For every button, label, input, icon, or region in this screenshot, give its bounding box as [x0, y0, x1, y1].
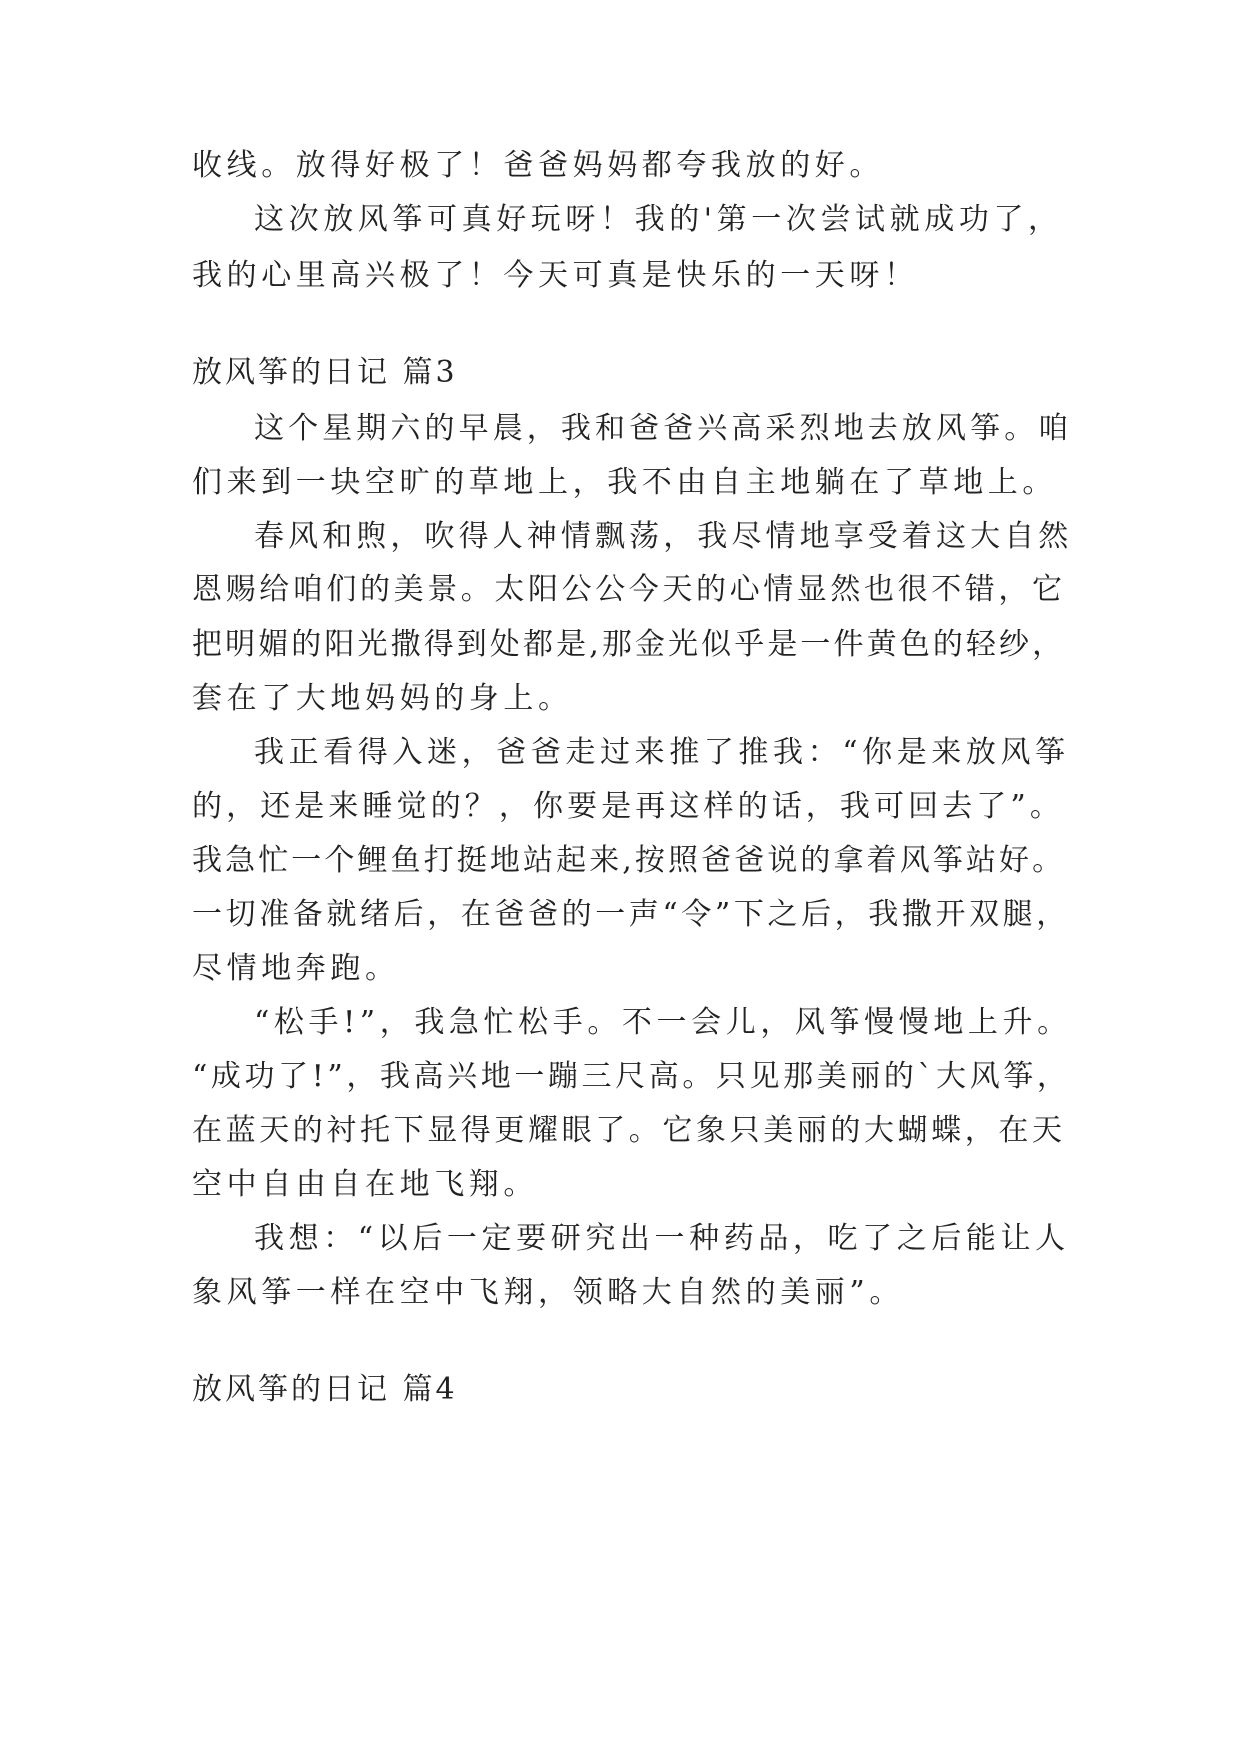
paragraph-line: 我想：“以后一定要研究出一种药品，吃了之后能让人	[254, 1221, 1070, 1256]
paragraph-line: “成功了!”，我高兴地一蹦三尺高。只见那美丽的`大风筝，	[192, 1059, 1071, 1094]
section-heading: 放风筝的日记 篇3	[192, 355, 458, 390]
paragraph-line: 尽情地奔跑。	[192, 951, 400, 986]
paragraph-line: 把明媚的阳光撒得到处都是,那金光似乎是一件黄色的轻纱，	[192, 627, 1066, 662]
paragraph-line: 在蓝天的衬托下显得更耀眼了。它象只美丽的大蝴蝶，在天	[192, 1113, 1066, 1148]
paragraph-line: “松手!”，我急忙松手。不一会儿，风筝慢慢地上升。	[254, 1005, 1072, 1040]
paragraph-line: 收线。放得好极了！爸爸妈妈都夸我放的好。	[192, 148, 884, 183]
paragraph-line: 这次放风筝可真好玩呀！我的'第一次尝试就成功了，	[254, 202, 1063, 237]
paragraph-line: 空中自由自在地飞翔。	[192, 1167, 538, 1202]
section-heading: 放风筝的日记 篇4	[192, 1372, 458, 1407]
paragraph-line: 我急忙一个鲤鱼打挺地站起来,按照爸爸说的拿着风筝站好。	[192, 843, 1066, 878]
paragraph-line: 象风筝一样在空中飞翔，领略大自然的美丽”。	[192, 1275, 904, 1310]
paragraph-line: 春风和煦，吹得人神情飘荡，我尽情地享受着这大自然	[254, 519, 1073, 554]
paragraph-line: 套在了大地妈妈的身上。	[192, 681, 573, 716]
paragraph-line: 我正看得入迷，爸爸走过来推了推我：“你是来放风筝	[254, 735, 1070, 770]
paragraph-line: 们来到一块空旷的草地上，我不由自主地躺在了草地上。	[192, 465, 1057, 500]
paragraph-line: 恩赐给咱们的美景。太阳公公今天的心情显然也很不错，它	[192, 572, 1066, 607]
paragraph-line: 一切准备就绪后，在爸爸的一声“令”下之后，我撒开双腿，	[192, 897, 1070, 932]
paragraph-line: 我的心里高兴极了！今天可真是快乐的一天呀！	[192, 258, 919, 293]
paragraph-line: 的，还是来睡觉的？，你要是再这样的话，我可回去了”。	[192, 789, 1064, 824]
paragraph-line: 这个星期六的早晨，我和爸爸兴高采烈地去放风筝。咱	[254, 411, 1073, 446]
